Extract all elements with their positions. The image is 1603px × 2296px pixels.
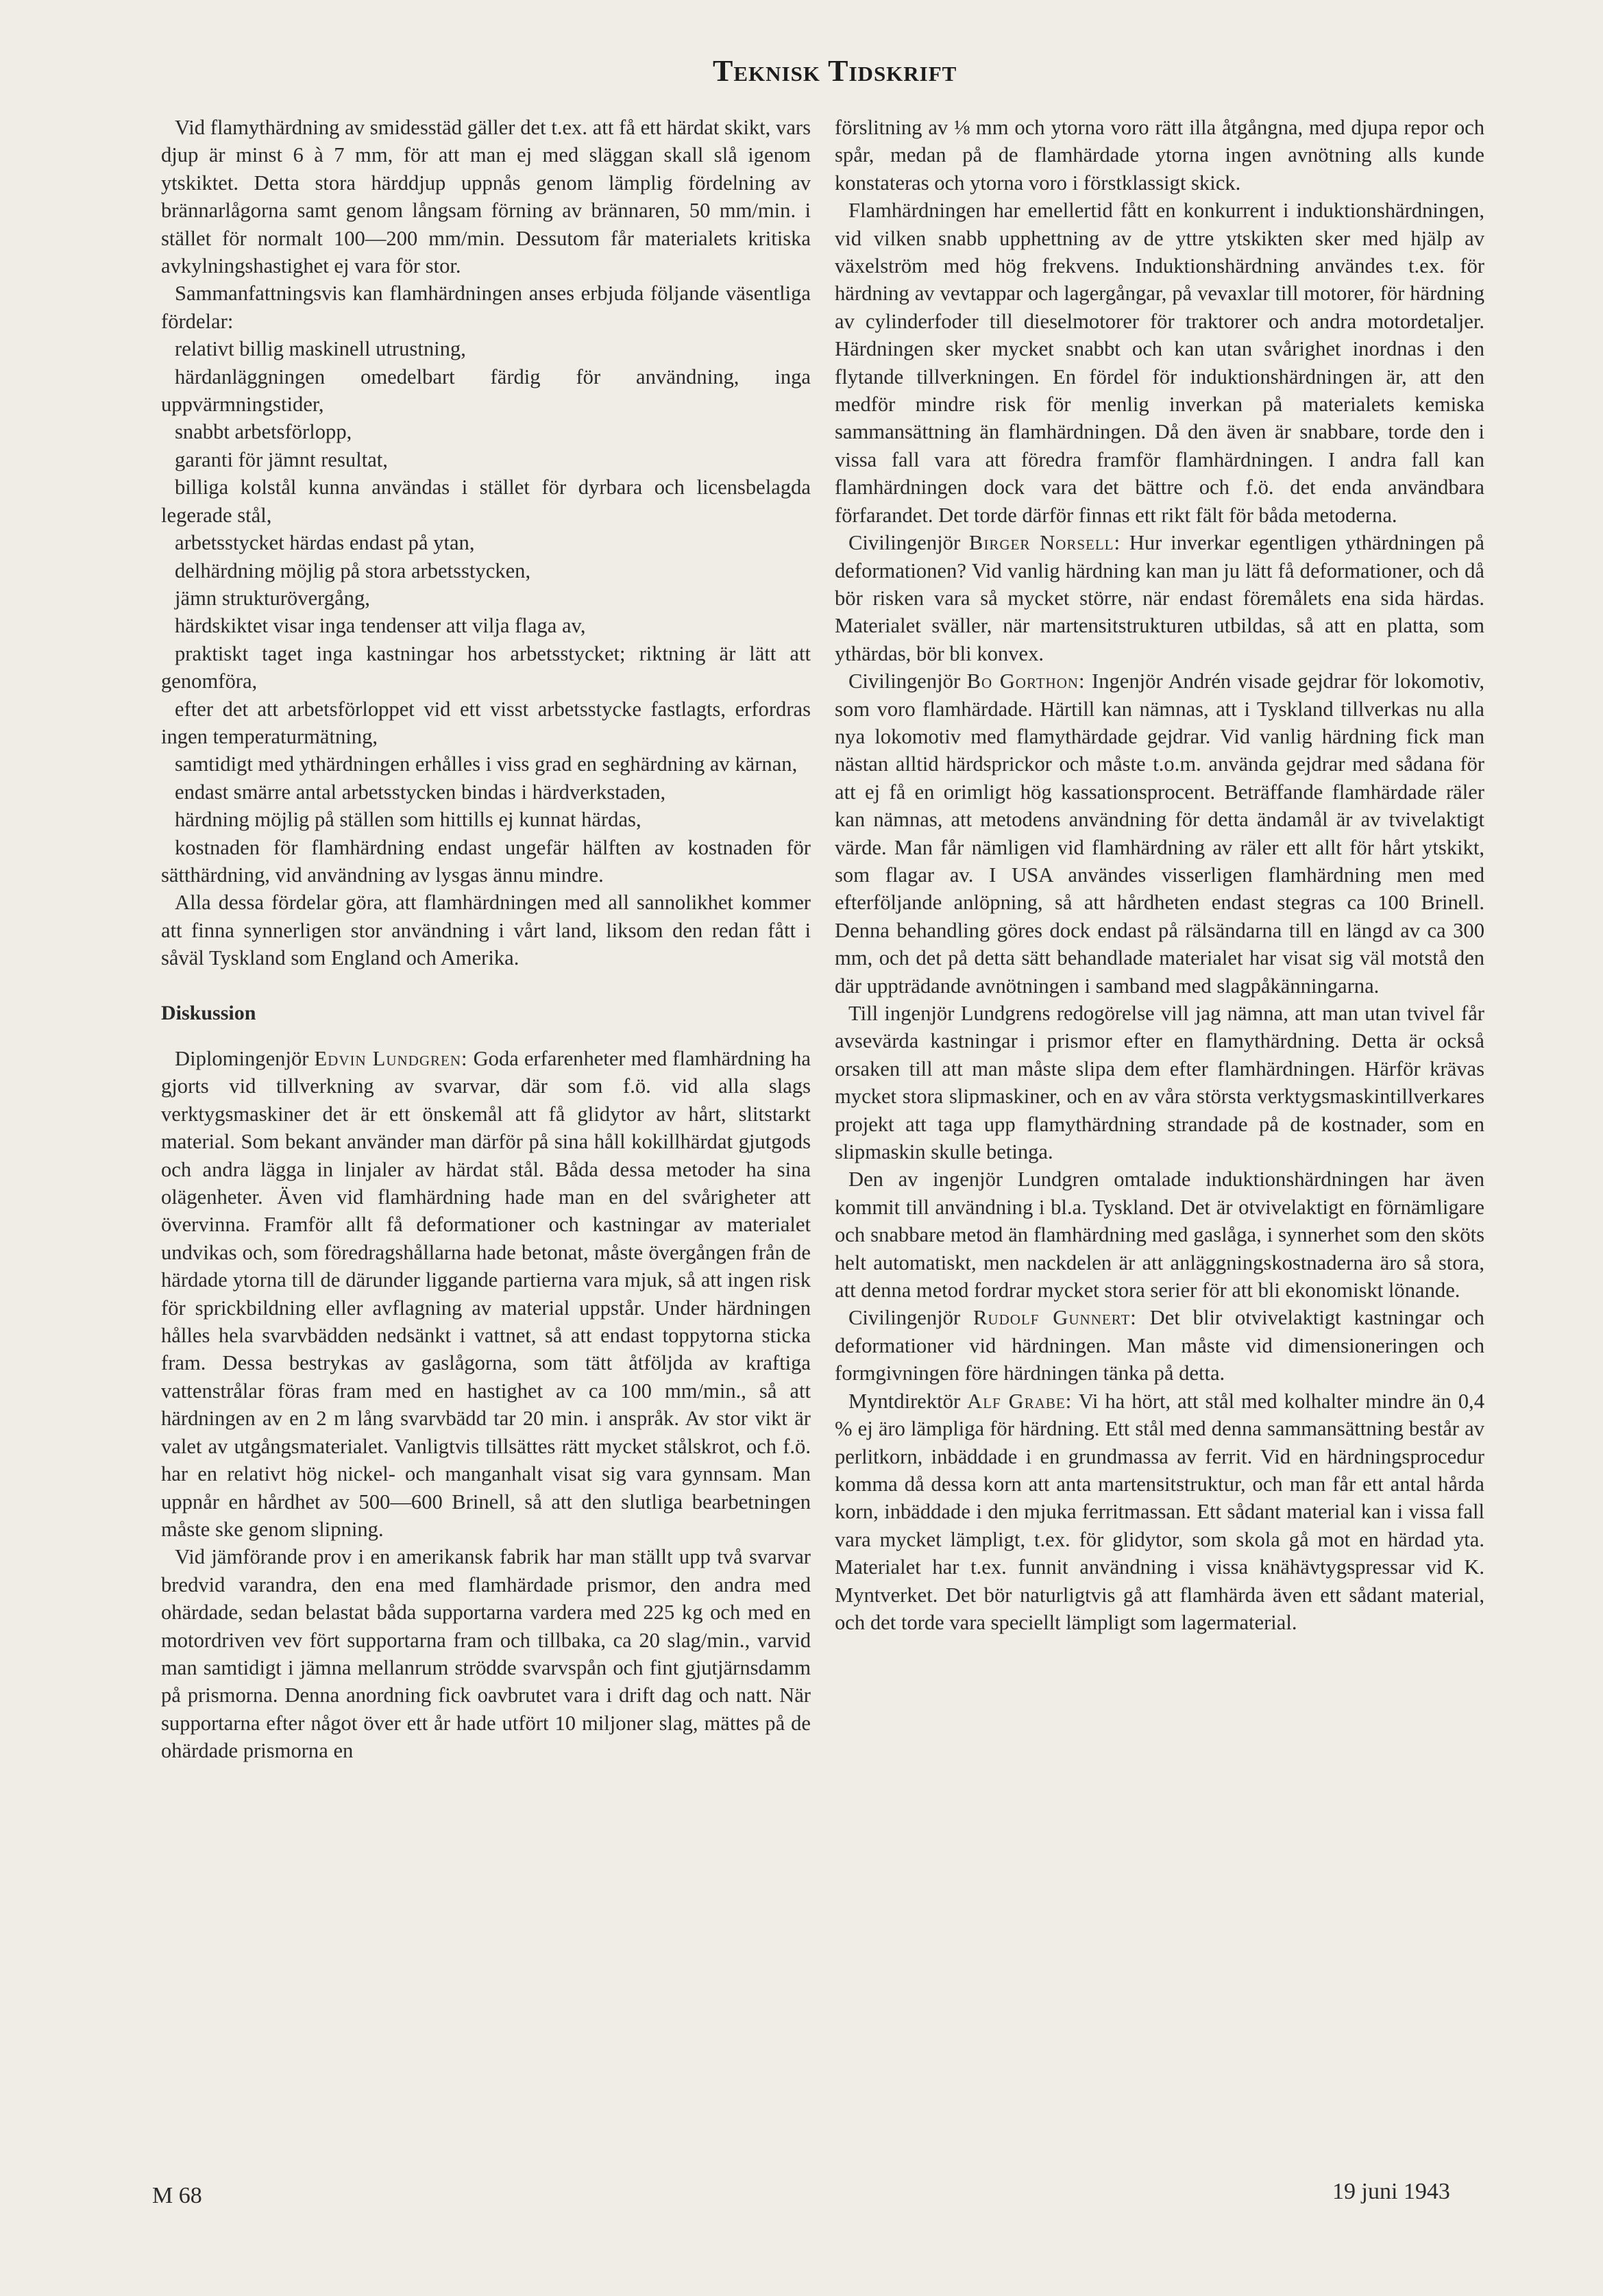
- paragraph: [835, 529, 1484, 667]
- list-item: härdanläggningen omedelbart färdig för användning, inga uppvärmningstider,: [161, 365, 811, 417]
- issue-date: 19 juni 1943: [1332, 2179, 1450, 2204]
- paragraph: [161, 1045, 811, 1543]
- paragraph: Vid jämförande prov i en amerikansk fabrik har man ställt upp två svarvar bredvid varandra, den ena med flamhärdade prismor, den andra med ohärdade, sedan belastat båda supportarna vardera med 225 kg och med en motordriven vev fört supportarna fram och tillbaka, ca 20 slag/min., varvid man samtidigt i jämna mellanrum strödde svarvspån och fint gjutjärnsdamm på prismorna. Denna anordning fick oavbrutet vara i drift dag och natt. När supportarna efter något över ett år hade utfört 10 miljoner slag, mättes på de ohärdade prismorna en: [161, 1545, 811, 1763]
- speaker-text: Det blir otvivelaktigt kastningar och deformationer vid härdningen. Man måste vid dimensioneringen och formgivningen före härdningen tänka på detta.: [835, 1306, 1484, 1385]
- list-item: garanti för jämnt resultat,: [175, 447, 388, 471]
- list-item: arbetsstycket härdas endast på ytan,: [175, 531, 475, 555]
- left-column: [161, 114, 811, 1765]
- paragraph: Alla dessa fördelar göra, att flamhärdningen med all sannolikhet kommer att finna synnerligen stor användning i vårt land, liksom den redan fått i såväl Tyskland som England och Amerika.: [161, 891, 811, 970]
- paragraph: [835, 1304, 1484, 1387]
- speaker-text: Vi ha hört, att stål med kolhalter mindre än 0,4 % ej äro lämpliga för härdning. Ett stål med denna sammansättning består av perlitkorn, inbäddade i en grundmassa av ferrit. Vid en härdningsprocedur komma då dessa korn att anta martensitstruktur, och man får ett antal hårda korn, inbäddade i den mjuka ferritmassan. Ett sådant material kan i vissa fall vara mycket lämpligt, t.ex. för glidytor, som skola gå mot en härdad yta. Materialet har t.ex. funnit användning i vissa knähävtygspressar vid K. Myntverket. Det bör naturligtvis gå att flamhärda även ett sådant material, och det torde vara speciellt lämpligt som lagermaterial.: [835, 1389, 1484, 1634]
- speaker-name: Rudolf Gunnert:: [973, 1306, 1137, 1330]
- paragraph: Vid flamythärdning av smidesstäd gäller det t.ex. att få ett härdat skikt, vars djup är minst 6 à 7 mm, för att man ej med släggan skall slå igenom ytskiktet. Detta stora härddjup uppnås genom lämplig fördelning av brännarlågorna samt genom långsam förning av brännaren, 50 mm/min. i stället för normalt 100—200 mm/min. Dessutom får materialets kritiska avkylningshastighet ej vara för stor.: [161, 116, 811, 278]
- paragraph: Till ingenjör Lundgrens redogörelse vill jag nämna, att man utan tvivel får avsevärda kastningar i prismor efter en flamythärdning. Detta är också orsaken till att man måste slipa dem efter flamhärdningen. Härför krävas mycket stora slipmaskiner, och en av våra största verktygsmaskintillverkares projekt att taga upp flamythärdning strandade på de kostnader, som en slipmaskin skulle betinga.: [835, 1002, 1484, 1164]
- list-item: billiga kolstål kunna användas i stället för dyrbara och licensbelagda legerade stål,: [161, 476, 811, 527]
- paragraph: Den av ingenjör Lundgren omtalade induktionshärdningen har även kommit till användning i bl.a. Tyskland. Det är otvivelaktigt en förnämligare och snabbare metod än flamhärdning med gaslåga, i synnerhet som den sköts helt automatiskt, men nackdelen är att anläggningskostnaderna äro så stora, att denna metod fordrar mycket stora serier för att bli ekonomiskt lönande.: [835, 1168, 1484, 1303]
- list-item: endast smärre antal arbetsstycken bindas i härdverkstaden,: [175, 780, 666, 804]
- paragraph: [835, 667, 1484, 1000]
- speaker-text: Ingenjör Andrén visade gejdrar för lokomotiv, som voro flamhärdade. Härtill kan nämnas, att i Tyskland tillverkas nu alla nya lokomotiv med flamythärdade gejdrar. Vid vanlig härdning fick man nästan alltid härdsprickor och måste t.o.m. använda gejdrar med sådana för att ej få en orimligt hög kassationsprocent. Beträffande flamhärdade räler kan nämnas, att metodens användning för detta ändamål är av tvivelaktigt värde. Man får nämligen vid flamhärdning av räler ett allt för hårt ytskikt, som flagar av. I USA användes visserligen flamhärdning men med efterföljande anlöpning, så att hårdheten endast stegras ca 100 Brinell. Denna behandling göres dock endast på rälsändarna till en längd av ca 300 mm, och det på detta sätt behandlade materialet har visat sig väl motstå den där uppträdande avnötningen i samband med slagpåkänningarna.: [835, 669, 1484, 998]
- speaker-title: Myntdirektör: [848, 1389, 961, 1413]
- speaker-name: Bo Gorthon:: [966, 669, 1086, 693]
- page-number: M 68: [152, 2183, 202, 2208]
- list-item: härdskiktet visar inga tendenser att vilja flaga av,: [175, 614, 586, 638]
- paragraph: Sammanfattningsvis kan flamhärdningen anses erbjuda följande väsentliga fördelar:: [161, 282, 811, 333]
- journal-masthead: Teknisk Tidskrift: [713, 54, 957, 88]
- right-column: [835, 114, 1484, 1636]
- speaker-text: Hur inverkar egentligen ythärdningen på deformationen? Vid vanlig härdning kan man ju lätt få deformationer, och då bör risken vara så mycket större, när endast föremålets ena sida härdas. Materialet sväller, när martensitstrukturen utbildas, så att en platta, som ythärdas, bör bli konvex.: [835, 531, 1484, 665]
- list-item: relativt billig maskinell utrustning,: [175, 337, 466, 361]
- speaker-title: Civilingenjör: [848, 1306, 961, 1330]
- paragraph: förslitning av ⅛ mm och ytorna voro rätt illa åtgångna, med djupa repor och spår, medan på de flamhärdade ytorna ingen avnötning alls kunde konstateras och ytorna voro i förstklassigt skick.: [835, 116, 1484, 195]
- speaker-title: Diplomingenjör: [175, 1047, 309, 1070]
- list-item: samtidigt med ythärdningen erhålles i viss grad en seghärdning av kärnan,: [175, 752, 798, 776]
- list-item: delhärdning möjlig på stora arbetsstycken,: [175, 558, 531, 582]
- section-heading: Diskussion: [161, 1001, 256, 1024]
- speaker-name: Alf Grabe:: [967, 1389, 1073, 1413]
- list-item: praktiskt taget inga kastningar hos arbetsstycket; riktning är lätt att genomföra,: [161, 641, 811, 693]
- speaker-name: Edvin Lundgren:: [314, 1047, 468, 1070]
- list-item: jämn strukturövergång,: [175, 586, 370, 610]
- list-item: snabbt arbetsförlopp,: [175, 420, 352, 444]
- speaker-text: Goda erfarenheter med flamhärdning ha gjorts vid tillverkning av svarvar, där som f.ö. vid alla slags verktygsmaskiner det är ett önskemål att få glidytor av hårt, slitstarkt material. Som bekant använder man därför på sina håll kokillhärdat gjutgods och andra lägga in linjaler av härdat stål. Båda dessa metoder ha sina olägenheter. Även vid flamhärdning hade man en del svårigheter att övervinna. Framför allt få deformationer och kastningar av materialet undvikas och, som föredragshållarna hade betonat, måste övergången från de härdade ytorna till de därunder liggande partierna vara mjuk, så att ingen risk för sprickbildning eller avflagning av material uppstår. Under härdningen hålles hela svarvbädden nedsänkt i vattnet, så att endast toppytorna sticka fram. Dessa bestrykas av gaslågorna, som tätt åtföljda av kraftiga vattenstrålar föras fram med en hastighet av ca 100 mm/min., så att härdningen av en 2 m lång svarvbädd tar 20 min. i anspråk. Av stor vikt är valet av utgångsmaterialet. Vanligtvis tillsättes rätt mycket stålskrot, och f.ö. har en relativt hög nickel- och manganhalt visat sig vara gynnsam. Man uppnår en hårdhet av 500—600 Brinell, så att den slutliga bearbetningen måste ske genom slipning.: [161, 1047, 811, 1541]
- list-item: kostnaden för flamhärdning endast ungefär hälften av kostnaden för sätthärdning, vid användning av lysgas ännu mindre.: [161, 835, 811, 887]
- paragraph: [835, 1387, 1484, 1637]
- list-item: härdning möjlig på ställen som hittills ej kunnat härdas,: [175, 808, 641, 832]
- list-item: efter det att arbetsförloppet vid ett visst arbetsstycke fastlagts, erfordras ingen temperaturmätning,: [161, 697, 811, 748]
- paragraph: Flamhärdningen har emellertid fått en konkurrent i induktionshärdningen, vid vilken snabb upphettning av de yttre ytskikten sker med hjälp av växelström med hög frekvens. Induktionshärdning användes t.ex. för härdning av vevtappar och lagergångar, på vevaxlar till motorer, för härdning av cylinderfoder till dieselmotorer för traktorer och andra motordetaljer. Härdningen sker mycket snabbt och kan utan svårighet inordnas i den flytande tillverkningen. En fördel för induktionshärdningen är, att den medför mindre risk för menlig inverkan på materialets kemiska sammansättning än flamhärdningen. Då den även är snabbare, torde den i vissa fall vara att föredra framför flamhärdningen. I andra fall kan flamhärdningen dock vara det bättre och f.ö. det enda användbara förfarandet. Det torde därför finnas ett rikt fält för båda metoderna.: [835, 199, 1484, 527]
- speaker-title: Civilingenjör: [848, 669, 961, 693]
- speaker-title: Civilingenjör: [848, 531, 961, 555]
- speaker-name: Birger Norsell:: [968, 531, 1121, 555]
